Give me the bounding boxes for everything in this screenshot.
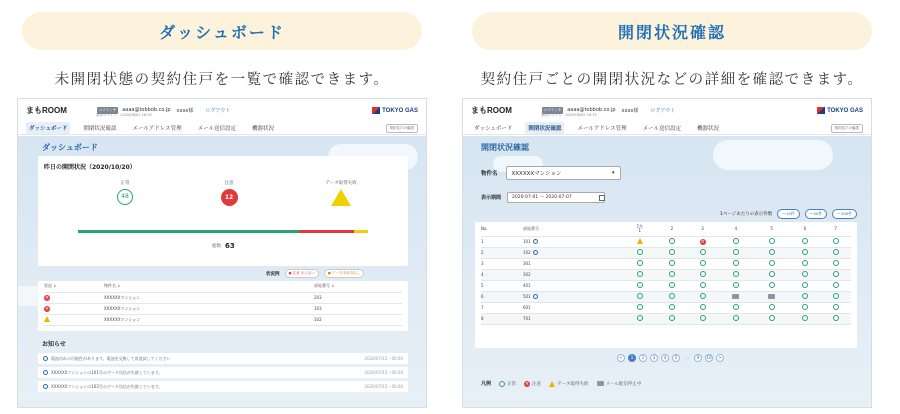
col-day: 6 (790, 222, 821, 236)
logout-link[interactable]: ログアウト (205, 107, 231, 114)
col-day: 3 (687, 222, 718, 236)
alert-table-panel (38, 281, 408, 331)
app-header (463, 99, 871, 121)
ok-icon (833, 271, 839, 277)
ok-icon (669, 271, 675, 277)
notice-date: 2020/07/15 - 00:00 (364, 370, 403, 375)
day-cell (790, 236, 821, 247)
notice-text: XXXXXXマンションの101号のデータ送信が失敗しています。 (51, 369, 163, 375)
ok-icon (700, 249, 706, 255)
room-cell (523, 236, 623, 247)
day-cell (687, 280, 718, 291)
notice-date: 2020/07/15 - 00:00 (364, 356, 403, 361)
cloud-decoration (713, 140, 833, 170)
per-page-100[interactable]: ～100件 (832, 209, 857, 219)
ok-icon (700, 315, 706, 321)
dashboard-section (12, 0, 432, 389)
page-button[interactable]: 3 (650, 354, 658, 362)
user-email: aaaa@tobbob.co.jp (122, 107, 171, 113)
dashboard-screenshot (17, 98, 427, 408)
ok-icon (637, 260, 643, 266)
logout-link[interactable]: ログアウト (650, 107, 676, 114)
app-name: まもROOM (26, 105, 67, 115)
row-number: 4 (481, 269, 523, 280)
ok-icon (733, 304, 739, 310)
info-icon[interactable] (533, 239, 538, 244)
ok-icon (637, 293, 643, 299)
normal-count: 48 (117, 189, 133, 205)
room-number: 301 (523, 261, 531, 266)
page-button[interactable]: > (716, 354, 724, 362)
row-number: 8 (481, 313, 523, 324)
ok-icon (769, 238, 775, 244)
page-button[interactable]: < (617, 354, 625, 362)
day-cell (754, 258, 790, 269)
legend-ok: 正常 (507, 381, 517, 387)
col-room[interactable]: 部屋番号 ↓ (314, 281, 402, 292)
ok-icon (700, 271, 706, 277)
day-cell (657, 236, 688, 247)
attention-icon: × (44, 305, 50, 312)
page-title: ダッシュボード (42, 143, 98, 152)
page-button[interactable]: 1 (628, 354, 636, 362)
notice-text: XXXXXXマンションの102号のデータ送信が失敗しています。 (51, 383, 163, 389)
ok-icon (700, 282, 706, 288)
page-button[interactable]: 4 (661, 354, 669, 362)
ok-icon (833, 304, 839, 310)
user-name: xxxx様 (621, 107, 639, 114)
legend (481, 380, 641, 387)
table-header-row (481, 222, 851, 236)
room-number: 501 (523, 293, 531, 299)
page-button[interactable]: 2 (639, 354, 647, 362)
table-row[interactable] (481, 236, 851, 247)
ok-icon (833, 293, 839, 299)
total-stat (212, 242, 235, 250)
warning-icon (549, 381, 555, 387)
room-cell (523, 247, 623, 258)
ok-icon (499, 381, 505, 387)
ok-icon (769, 260, 775, 266)
day-cell (657, 302, 688, 313)
day-cell (623, 236, 657, 247)
day-cell (790, 291, 821, 302)
day-cell (790, 280, 821, 291)
ok-icon (733, 249, 739, 255)
day-cell (790, 258, 821, 269)
tokyo-gas-logo (817, 107, 863, 114)
day-cell (820, 313, 851, 324)
failed-label: データ取得失敗 (325, 181, 357, 186)
legend-title: 凡例 (481, 381, 492, 387)
ok-icon (637, 315, 643, 321)
nav-status[interactable]: 開閉状況確認 (83, 125, 117, 132)
room-number: 401 (523, 283, 531, 288)
room-number: 203 (314, 292, 402, 303)
nav-mail-settings[interactable]: メール送信設定 (642, 125, 682, 132)
day-cell (657, 247, 688, 258)
day-cell (754, 269, 790, 280)
per-page-10[interactable]: ～10件 (777, 209, 799, 219)
period-input[interactable]: 2020-07-01 ～ 2020-07-07 (507, 192, 605, 203)
status-heading: 開閉状況確認 (472, 12, 872, 50)
calendar-icon[interactable] (599, 195, 605, 201)
dashboard-heading: ダッシュボード (22, 12, 422, 50)
day-cell (820, 280, 851, 291)
day-cell (623, 280, 657, 291)
page-button[interactable]: 9 (694, 354, 702, 362)
app-header (18, 99, 426, 121)
status-description: 契約住戸ごとの開閉状況などの詳細を確認できます。 (480, 72, 864, 88)
day-cell (623, 291, 657, 302)
day-cell (623, 258, 657, 269)
tokyo-gas-logo (372, 107, 418, 114)
ratio-bar (78, 230, 368, 233)
period-filter (481, 192, 605, 203)
status-section (462, 0, 882, 387)
nav-devices[interactable]: 機器状況 (697, 125, 720, 132)
table-row[interactable] (481, 258, 851, 269)
room-number: 601 (523, 305, 531, 310)
contract-check-button[interactable]: 契約住戸の確認 (831, 124, 864, 133)
day-cell (623, 302, 657, 313)
property-link[interactable]: XXXXXXマンション (104, 314, 314, 325)
table-row[interactable] (481, 247, 851, 258)
info-icon (43, 370, 48, 375)
mail-stop-icon (597, 381, 604, 386)
day-cell (718, 258, 754, 269)
user-name: xxxx様 (176, 107, 194, 114)
legend-filter-a[interactable]: ● 注意 まらない (285, 269, 319, 278)
nav-dashboard[interactable]: ダッシュボード (26, 122, 70, 134)
logo-mark-icon (372, 107, 380, 114)
col-room: 部屋番号 (523, 222, 623, 236)
warning-triangle-icon (331, 189, 351, 206)
last-login: 最終ログイン 2020/08/02 16:33 (96, 113, 152, 117)
day-cell (657, 291, 688, 302)
dashboard-description: 未開閉状態の契約住戸を一覧で確認できます。 (54, 72, 390, 88)
day-cell (657, 313, 688, 324)
day-cell (754, 313, 790, 324)
ok-icon (637, 304, 643, 310)
ok-icon (669, 249, 675, 255)
logo-text: TOKYO GAS (827, 107, 863, 114)
warning-icon (637, 238, 643, 244)
content-area (18, 136, 426, 407)
notice-item[interactable] (38, 353, 408, 364)
warning-icon (44, 316, 50, 322)
mail-stop-icon (768, 294, 775, 299)
table-row[interactable] (481, 269, 851, 280)
col-property[interactable]: 物件名 ↓ (104, 281, 314, 292)
attention-label: 注意 (224, 181, 234, 186)
day-cell (718, 291, 754, 302)
room-cell (523, 280, 623, 291)
day-cell (820, 291, 851, 302)
room-number: 103 (314, 303, 402, 314)
notice-title: お知らせ (42, 341, 66, 348)
failed-stat (316, 180, 366, 201)
room-number: 102 (523, 249, 531, 255)
room-number: 701 (523, 316, 531, 321)
normal-label: 正常 (120, 181, 130, 186)
day-cell (754, 236, 790, 247)
room-number: 302 (523, 272, 531, 277)
app-name: まもROOM (471, 105, 512, 115)
pagination-ellipsis: … (685, 355, 689, 360)
day-cell (687, 236, 718, 247)
col-day: 7 (820, 222, 851, 236)
login-badge: ログイン中 (543, 107, 562, 112)
ok-icon (802, 238, 808, 244)
col-day (623, 222, 657, 236)
day-cell (820, 258, 851, 269)
notice-text: 電池切れの可能性があります。電池を交換して再度試してください (51, 355, 171, 361)
main-nav (463, 121, 871, 135)
content-area (463, 136, 871, 407)
day-cell (623, 247, 657, 258)
chevron-down-icon: ▾ (612, 170, 615, 176)
legend-ng: 注意 (532, 381, 542, 387)
day-cell (790, 269, 821, 280)
ok-icon (802, 260, 808, 266)
info-icon (43, 384, 48, 389)
ok-icon (700, 304, 706, 310)
login-badge: ログイン中 (98, 107, 117, 112)
day-cell (820, 247, 851, 258)
nav-status[interactable]: 開閉状況確認 (525, 122, 564, 134)
nav-dashboard[interactable]: ダッシュボード (474, 125, 513, 132)
room-cell (523, 269, 623, 280)
info-icon[interactable] (533, 250, 538, 255)
day-cell (754, 247, 790, 258)
info-icon[interactable] (533, 294, 538, 299)
ok-icon (733, 271, 739, 277)
row-number: 6 (481, 291, 523, 302)
day-cell (657, 280, 688, 291)
table-row[interactable] (481, 280, 851, 291)
ok-icon (733, 238, 739, 244)
failed-count: 3 (338, 194, 344, 201)
ok-icon (802, 293, 808, 299)
table-row[interactable] (44, 292, 402, 303)
per-page-row (720, 209, 857, 219)
day-cell (790, 313, 821, 324)
ok-icon (637, 249, 643, 255)
col-status[interactable]: 状況 ↓ (44, 281, 104, 292)
ok-icon (733, 282, 739, 288)
ok-icon (669, 293, 675, 299)
table-row[interactable] (481, 302, 851, 313)
mail-stop-icon (732, 294, 739, 299)
total-label: 総数 (212, 244, 221, 249)
ratio-bar-attention (299, 230, 354, 233)
row-number: 3 (481, 258, 523, 269)
ok-icon (669, 282, 675, 288)
room-cell (523, 291, 623, 302)
logo-text: TOKYO GAS (382, 107, 418, 114)
row-number: 5 (481, 280, 523, 291)
ok-icon (769, 249, 775, 255)
col-day: 2 (657, 222, 688, 236)
day-cell (657, 269, 688, 280)
ok-icon (669, 315, 675, 321)
day-cell (820, 269, 851, 280)
row-number: 7 (481, 302, 523, 313)
property-link[interactable]: XXXXXXマンション (104, 292, 314, 303)
nav-email[interactable]: メールアドレス管理 (577, 125, 627, 132)
day-cell (718, 313, 754, 324)
page-button[interactable]: 10 (706, 355, 712, 360)
day-cell (820, 302, 851, 313)
user-email: aaaa@tobbob.co.jp (567, 107, 616, 113)
day-cell (687, 269, 718, 280)
property-filter (481, 166, 621, 180)
room-number: 101 (523, 238, 531, 244)
ok-icon (733, 315, 739, 321)
ok-icon (769, 304, 775, 310)
room-cell (523, 258, 623, 269)
col-day: 5 (754, 222, 790, 236)
nav-devices[interactable]: 機器状況 (252, 125, 275, 132)
ok-icon (637, 271, 643, 277)
ok-icon (733, 260, 739, 266)
normal-stat (110, 180, 140, 205)
main-nav (18, 121, 426, 135)
total-value: 63 (225, 242, 235, 250)
month-label: 7月 (636, 223, 644, 229)
ok-icon (833, 315, 839, 321)
day-label: 1 (638, 227, 642, 233)
ok-icon (833, 260, 839, 266)
legend-filter-b[interactable]: ● データ未取得なし (324, 269, 364, 278)
table-row[interactable] (44, 314, 402, 325)
ok-icon (833, 282, 839, 288)
table-row[interactable] (44, 303, 402, 314)
legend-label: 状況例 (266, 271, 280, 277)
ok-icon (637, 282, 643, 288)
per-page-50[interactable]: ～50件 (805, 209, 827, 219)
ng-icon: × (700, 238, 705, 245)
col-no: No. (481, 222, 523, 236)
nav-mail-settings[interactable]: メール送信設定 (197, 125, 237, 132)
info-icon (43, 356, 48, 361)
day-cell (623, 269, 657, 280)
day-cell (754, 291, 790, 302)
table-row[interactable] (481, 313, 851, 324)
ratio-bar-failed (354, 230, 368, 233)
ok-icon (669, 304, 675, 310)
day-cell (718, 236, 754, 247)
status-screenshot (462, 98, 872, 408)
ok-icon (769, 282, 775, 288)
day-cell (790, 302, 821, 313)
logo-mark-icon (817, 107, 825, 114)
day-cell (718, 280, 754, 291)
status-table (481, 222, 851, 325)
row-number: 2 (481, 247, 523, 258)
ok-icon (802, 271, 808, 277)
property-label: 物件名 (481, 171, 498, 177)
day-cell (754, 280, 790, 291)
ok-icon (769, 315, 775, 321)
day-cell (687, 302, 718, 313)
property-select[interactable] (506, 166, 621, 180)
day-cell (623, 313, 657, 324)
ok-icon (802, 315, 808, 321)
room-cell (523, 302, 623, 313)
day-cell (754, 302, 790, 313)
attention-stat (214, 180, 244, 206)
ok-icon (833, 249, 839, 255)
attention-count: 12 (221, 189, 238, 206)
last-login: 最終ログイン 2020/08/02 16:33 (541, 113, 597, 117)
day-cell (687, 247, 718, 258)
day-cell (820, 236, 851, 247)
ok-icon (833, 238, 839, 244)
day-cell (718, 302, 754, 313)
legend-mail: メール配信停止中 (605, 381, 642, 387)
pagination (617, 354, 724, 362)
ok-icon (802, 282, 808, 288)
legend-failed: データ取得失敗 (557, 381, 589, 387)
row-number: 1 (481, 236, 523, 247)
room-number: 102 (314, 314, 402, 325)
ng-icon: × (524, 380, 530, 387)
day-cell (790, 247, 821, 258)
ok-icon (700, 260, 706, 266)
alert-table (44, 281, 402, 326)
page-title: 開閉状況確認 (481, 143, 529, 152)
contract-check-button[interactable]: 契約住戸の確認 (386, 124, 419, 133)
notice-item[interactable] (38, 381, 408, 392)
table-row[interactable] (481, 291, 851, 302)
period-label: 表示期間 (481, 195, 502, 201)
legend-row (266, 269, 364, 278)
notice-date: 2020/07/15 - 00:00 (364, 384, 403, 389)
per-page-label: 1ページあたりの表示件数 (720, 212, 773, 217)
notice-list (38, 353, 408, 392)
summary-panel (38, 156, 408, 266)
day-cell (718, 269, 754, 280)
table-header-row (44, 281, 402, 292)
property-value: XXXXXXマンション (511, 171, 562, 177)
property-link[interactable]: XXXXXXマンション (104, 303, 314, 314)
attention-icon: × (44, 294, 50, 301)
page-button[interactable]: 5 (672, 354, 680, 362)
ok-icon (769, 271, 775, 277)
ok-icon (802, 249, 808, 255)
room-cell (523, 313, 623, 324)
col-day: 4 (718, 222, 754, 236)
notice-item[interactable] (38, 367, 408, 378)
status-table-panel (475, 222, 857, 348)
ok-icon (669, 238, 675, 244)
ok-icon (669, 260, 675, 266)
summary-title: 昨日の開閉状況（2020/10/20） (44, 164, 136, 171)
day-cell (657, 258, 688, 269)
day-cell (687, 313, 718, 324)
day-cell (687, 258, 718, 269)
day-cell (687, 291, 718, 302)
ok-icon (802, 304, 808, 310)
ratio-bar-normal (78, 230, 299, 233)
nav-email[interactable]: メールアドレス管理 (132, 125, 182, 132)
day-cell (718, 247, 754, 258)
ok-icon (700, 293, 706, 299)
